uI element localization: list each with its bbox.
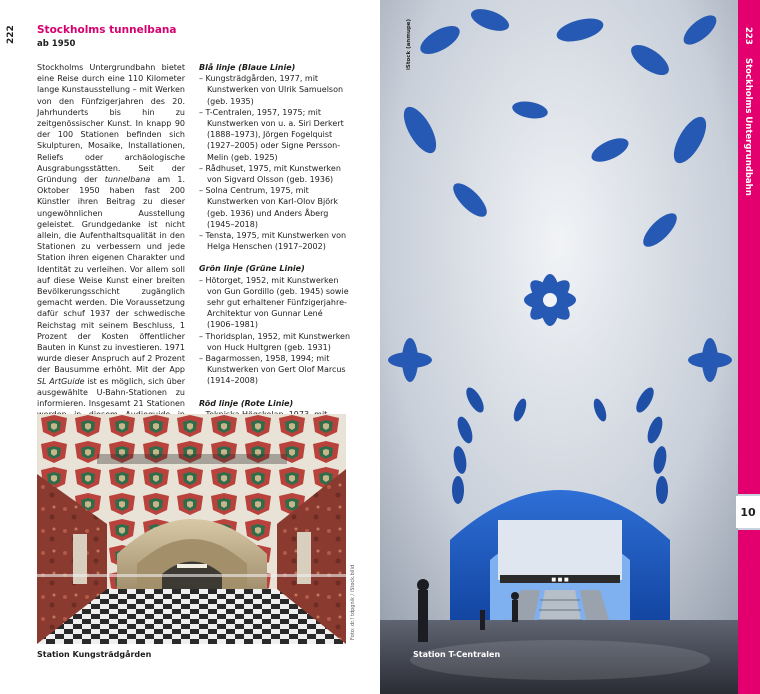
section-title-vertical: Stockholms Untergrundbahn	[743, 58, 753, 196]
photo-t-centralen	[380, 0, 738, 694]
line-heading-red: Röd linje (Rote Linie)	[199, 398, 294, 408]
article-heading: Stockholms tunnelbana	[37, 24, 177, 36]
photo-credit-right: iStock (anmupe)	[406, 18, 412, 70]
svg-text:■ ■ ■: ■ ■ ■	[551, 577, 569, 583]
station-list-column	[199, 62, 351, 443]
station-item: – Rådhuset, 1975, mit Kunstwerken von Sigvard Olsson (geb. 1936)	[199, 163, 341, 185]
line-heading-blue: Blå linje (Blaue Linie)	[199, 63, 296, 72]
body-text-column	[37, 62, 185, 454]
body-text-italic: tunnelbana	[104, 175, 151, 185]
article-subheading: ab 1950	[37, 39, 76, 49]
photo-kungstradgarden	[37, 414, 346, 644]
body-text-italic: SL ArtGuide	[37, 376, 85, 386]
page-number-left: 222	[6, 25, 16, 44]
body-text-part: am 1. Oktober 1950 haben fast 200 Künstler ihren Beitrag zu dieser ungewöhnlichen Ausstellung geleistet. Grundgedanke ist nicht allein, die Aufenthaltsqualität in den Stationen zu verbessern und jede Station ihren eigenen Charakter und Identität zu verleihen. Vor allem soll auf diese Weise Kunst einer breiten Bevölkerungsschicht zugänglich gemacht werden. Die Voraussetzung dafür schuf 1937 der schwedische Reichstag mit seinem Beschluss, 1 Prozent der Kosten öffentlicher Bauten in Kunst zu investieren. 1971 wurde dieser Anspruch auf 2 Prozent der Bausumme erhöht. Mit der App	[37, 175, 185, 375]
station-item: – Hötorget, 1952, mit Kunstwerken von Gun Gordillo (geb. 1945) sowie sehr gut erhaltener Fünfzigerjahre-Architektur von Gunnar Lené (1906–1981)	[199, 275, 349, 330]
photo-caption-left: Station Kungsträdgården	[37, 650, 152, 659]
page-number-right: 223	[743, 27, 753, 45]
body-text-part: ist es möglich, sich über ausgewählte U-Bahn-Stationen zu informieren. Insgesamt 21 Stationen	[37, 376, 185, 409]
station-item: – Kungsträdgården, 1977, mit Kunstwerken von Ulrik Samuelson (geb. 1935)	[199, 74, 344, 106]
station-item: – Thoridsplan, 1952, mit Kunstwerken von Huck Hultgren (geb. 1931)	[199, 331, 351, 352]
photo-caption-right: Station T-Centralen	[413, 650, 501, 659]
chapter-number-badge: 10	[736, 496, 760, 528]
station-item: – Solna Centrum, 1975, mit Kunstwerken von Karl-Olov Björk (geb. 1936) und Anders Åberg (1945–2018)	[199, 186, 339, 229]
chapter-tab-bar-bottom	[738, 530, 760, 694]
right-page	[380, 0, 760, 694]
station-item: – Tensta, 1975, mit Kunstwerken von Helga Henschen (1917–2002)	[199, 231, 347, 252]
line-heading-green: Grön linje (Grüne Linie)	[199, 264, 305, 274]
body-text-part: Stockholms Untergrundbahn bietet eine Reise durch eine 110 Kilometer lange Kunstausstellung – mit Werken von den Fünfzigerjahren des 20. Jahrhunderts bis hin zu zeitgenössischer Kunst. In knapp 90 der 100 Stationen befinden sich Skulpturen, Mosaike, Installationen, Reliefs oder archäologische Ausgrabungsstätten. Seit der Gründung der	[37, 63, 185, 185]
photo-credit-left: Foto: dr.! tdpgnik / iStock.bilid	[350, 564, 356, 640]
station-item: – T-Centralen, 1957, 1975; mit Kunstwerken von u. a. Siri Derkert (1888–1973), Jörgen Fogelquist (1927–2005) oder Signe Persson-Melin (geb. 1925)	[199, 107, 344, 162]
station-item: – Bagarmossen, 1958, 1994; mit Kunstwerken von Gert Olof Marcus (1914–2008)	[199, 354, 346, 386]
